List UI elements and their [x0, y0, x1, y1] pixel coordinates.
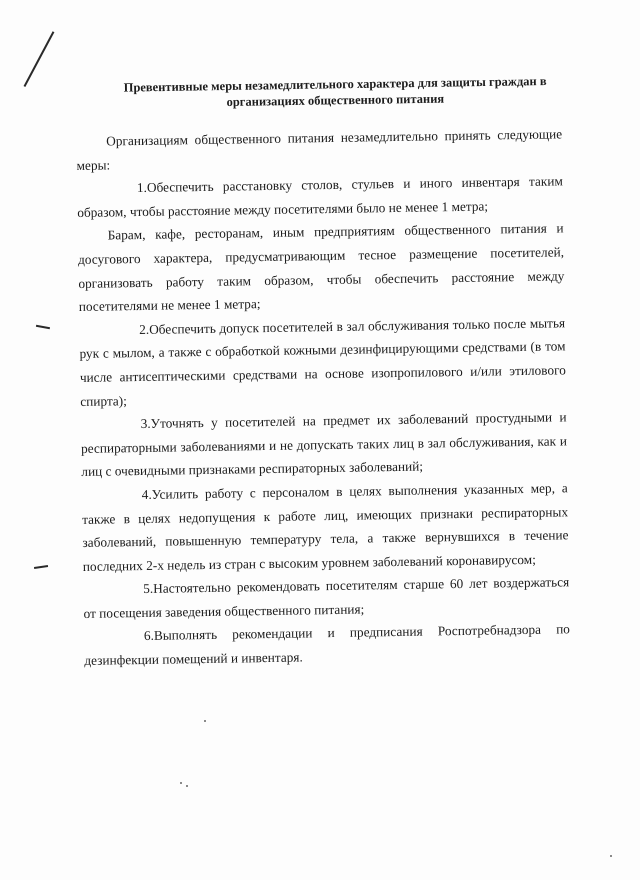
list-item-text: Настоятельно рекомендовать посетителям старше 60 лет воздержаться от посещения заведения общественного питания;: [83, 574, 570, 621]
scan-speck: [180, 782, 182, 784]
scan-speck: [610, 855, 612, 857]
list-item-number: 2.: [139, 321, 150, 337]
list-item-3: [80, 405, 567, 483]
list-item-text: Барам, кафе, ресторанам, иным предприятиям общественного питания и досугового характера, предусматривающим тесное размещение посетителей, организовать работу таким образом, чтобы обеспечить расстояние между посетителями не менее 1 метра;: [77, 220, 565, 315]
list-item-text: Уточнять у посетителей на предмет их заболеваний простудными и респираторными заболеваниями и не допускать таких лиц в зал обслуживания, как и лиц с очевидными признаками респираторных заболеваний;: [80, 409, 568, 480]
list-item-2: [79, 311, 566, 413]
pen-stroke-mark: [24, 31, 54, 86]
list-item-number: 1.: [136, 180, 148, 196]
list-item-4: [82, 476, 569, 578]
margin-tick-mark: [34, 565, 48, 568]
list-item-text: Обеспечить расстановку столов, стульев и иного инвентаря таким образом, чтобы расстояние между посетителями было не менее 1 метра;: [77, 173, 563, 220]
intro-paragraph: Организациям общественного питания незамедлительно принять следующие меры:: [76, 126, 563, 173]
list-item-1: [77, 170, 564, 225]
list-item-number: 4.: [141, 486, 152, 502]
list-item-number: 3.: [140, 415, 151, 432]
margin-tick-mark: [36, 325, 50, 329]
list-item-6: [84, 618, 571, 673]
list-item-text: Обеспечить допуск посетителей в зал обслуживания только после мытья рук с мылом, а также с обработкой кожными дезинфицирующими средствами (в том числе антисептическими средствами на основе изопропилового и/или этилового спирта);: [79, 315, 566, 409]
document-title: [100, 73, 570, 112]
list-item-number: 5.: [143, 581, 154, 597]
list-item-number: 6.: [143, 628, 155, 644]
list-item-text: Усилить работу с персоналом в целях выполнения указанных мер, а также в целях недопущения к работе лиц, имеющих признаки респираторных заболеваний, повышенную температуру тела, а также вернувшихся в течение последних 2-х недель из стран с высоким уровнем заболеваний коронавирусом;: [81, 480, 569, 574]
scan-speck: [186, 785, 188, 787]
document-body: [76, 122, 570, 672]
scan-speck: [204, 720, 206, 722]
title-line-2: организациях общественного питания: [226, 91, 445, 110]
list-item-1-continuation: [77, 217, 564, 319]
title-line-1: Превентивные меры незамедлительного характера для защиты граждан в: [123, 73, 547, 95]
list-item-text: Выполнять рекомендации и предписания Роспотребнадзора по дезинфекции помещений и инвентаря.: [84, 621, 571, 668]
list-item-5: [83, 571, 570, 626]
